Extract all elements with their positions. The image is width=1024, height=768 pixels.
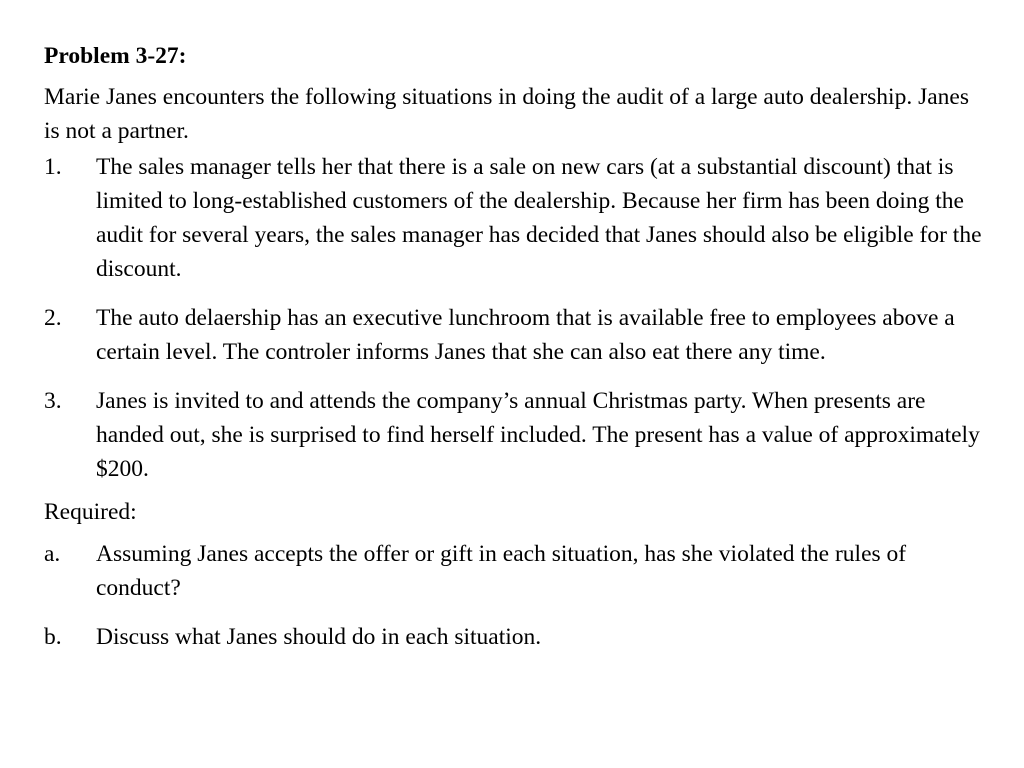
problem-title: Problem 3-27: [44, 43, 187, 69]
required-label: Required: [44, 499, 137, 525]
list-item-marker: 1. [44, 154, 62, 180]
list-item-text: The sales manager tells her that there is a sale on new cars (at a substantial discount) that is limited to long-established customers of the dealership. Because her firm has been doing the audit for several years, the sales manager has decided that Janes should also be eligible for the discount. [96, 154, 982, 282]
list-item-marker: 2. [44, 305, 62, 331]
list-item-text: The auto delaership has an executive lunchroom that is available free to employees above a certain level. The controler informs Janes that she can also eat there any time. [96, 305, 955, 365]
list-item-text: Discuss what Janes should do in each situation. [96, 624, 542, 650]
situations-list [44, 150, 984, 486]
list-item-marker: b. [44, 624, 62, 650]
list-item [44, 150, 984, 286]
list-item [44, 301, 984, 369]
list-item-marker: a. [44, 541, 61, 567]
list-item [44, 384, 984, 486]
list-item-marker: 3. [44, 388, 62, 414]
list-item [44, 537, 984, 605]
list-item [44, 620, 984, 654]
problem-intro: Marie Janes encounters the following situations in doing the audit of a large auto dealership. Janes is not a partner. [44, 84, 969, 144]
requirements-list [44, 537, 984, 654]
list-item-text: Janes is invited to and attends the company’s annual Christmas party. When presents are handed out, she is surprised to find herself included. The present has a value of approximately $200. [96, 388, 980, 482]
list-item-text: Assuming Janes accepts the offer or gift in each situation, has she violated the rules of conduct? [96, 541, 907, 601]
